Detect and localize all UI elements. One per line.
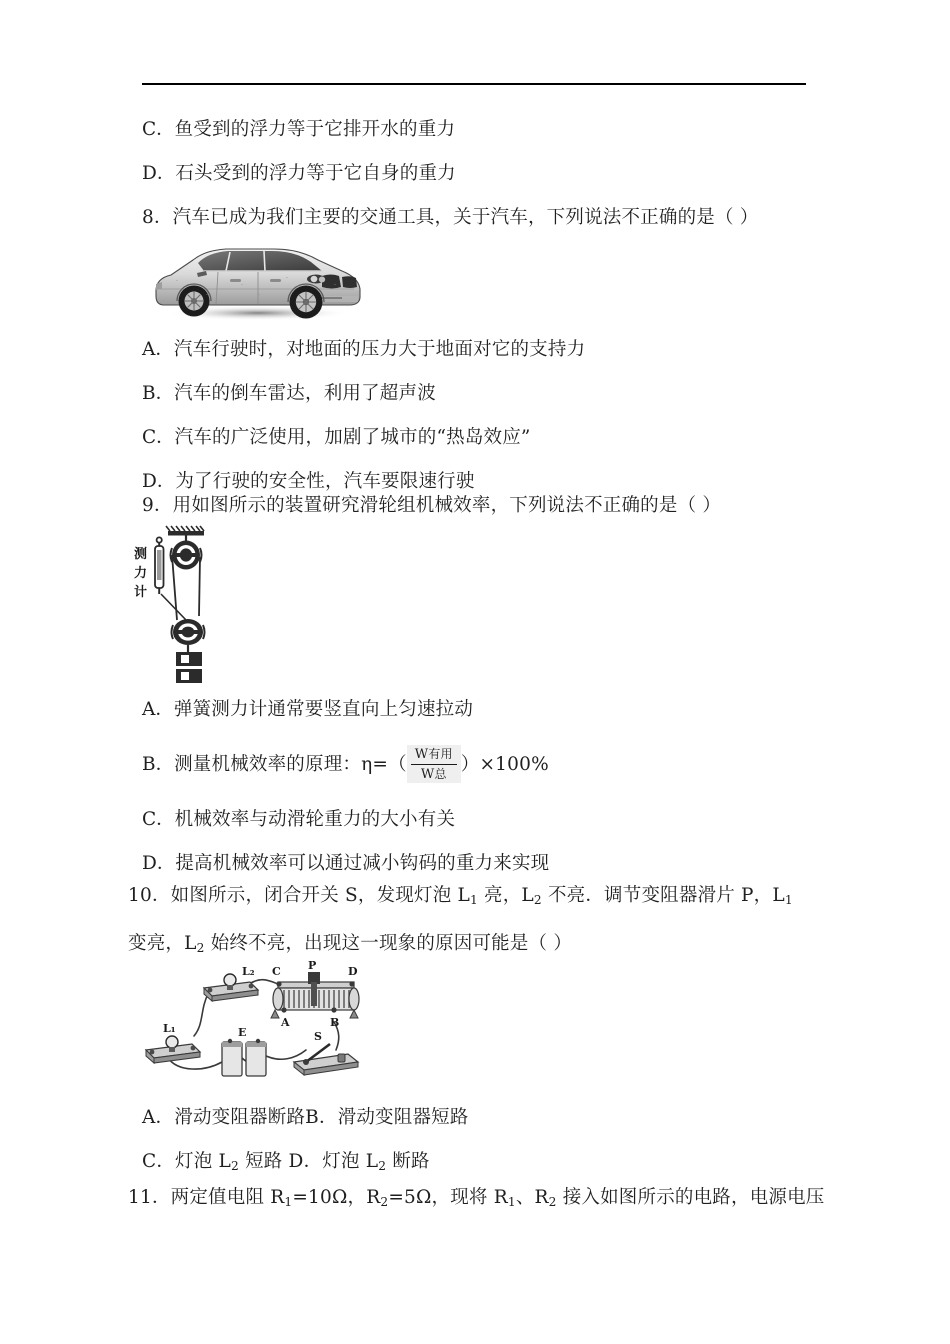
question-7-options: [142, 108, 822, 196]
option-label: C．: [142, 809, 175, 830]
question-10-stem: [128, 874, 828, 970]
numerator-subscript: 有用: [428, 746, 453, 761]
question-text-e: 始终不亮，出现这一现象的原因可能是（ ）: [204, 933, 573, 955]
question-text: 汽车已成为我们主要的交通工具，关于汽车，下列说法不正确的是（ ）: [172, 207, 759, 228]
option-b-q9: [142, 732, 822, 798]
option-text-ab: A．滑动变阻器断路B．滑动变阻器短路: [142, 1107, 469, 1128]
circuit-label-c: C: [272, 965, 281, 978]
question-text-a: 如图所示，闭合开关 S，发现灯泡 L: [170, 885, 470, 906]
pulley-label-char-1: 测: [134, 547, 148, 562]
option-label: C．: [142, 119, 175, 140]
option-label: B．: [142, 383, 175, 404]
circuit-photo-svg: [138, 958, 374, 1086]
option-text-before: 测量机械效率的原理：η=（: [174, 754, 407, 775]
fraction-denominator: [411, 765, 457, 783]
option-text: 提高机械效率可以通过减小钩码的重力来实现: [175, 853, 550, 874]
option-b-q8: [142, 372, 822, 416]
car-photo: [146, 234, 370, 324]
subscript-r3: 1: [507, 1195, 516, 1210]
circuit-label-l2: L₂: [242, 965, 255, 978]
option-text: 石头受到的浮力等于它自身的重力: [175, 163, 456, 184]
question-text-e: 接入如图所示的电路，电源电压: [556, 1187, 825, 1208]
pulley-diagram: [120, 524, 240, 686]
efficiency-fraction: [407, 745, 461, 784]
option-text-cd: 短路 D．灯泡 L: [239, 1151, 379, 1172]
question-number: 10．: [128, 885, 171, 906]
fraction-numerator: [411, 746, 457, 765]
subscript-6: 2: [378, 1159, 387, 1174]
option-label: A．: [142, 339, 174, 360]
circuit-label-b: B: [330, 1016, 340, 1029]
option-text: 弹簧测力计通常要竖直向上匀速拉动: [173, 699, 474, 720]
question-text-b: =10Ω，R: [292, 1187, 381, 1208]
option-text: 汽车的倒车雷达，利用了超声波: [174, 383, 436, 404]
option-label: D．: [142, 471, 176, 492]
subscript-5: 2: [231, 1159, 239, 1174]
question-number: 9．: [142, 495, 173, 516]
option-label: B．: [142, 754, 175, 775]
pulley-label-char-2: 力: [134, 566, 148, 581]
option-text-after: ）×100%: [460, 754, 549, 775]
header-rule: [142, 83, 806, 85]
numerator-symbol: W: [414, 746, 429, 762]
question-text-b: 亮，L: [477, 885, 534, 906]
option-label: C．: [142, 427, 175, 448]
subscript-r1: 1: [284, 1195, 293, 1210]
question-text-d: 、R: [515, 1187, 549, 1208]
option-text: 汽车行驶时，对地面的压力大于地面对它的支持力: [173, 339, 586, 360]
option-label: D．: [142, 853, 176, 874]
subscript-1: 1: [469, 893, 478, 908]
option-label: A．: [142, 699, 174, 720]
circuit-label-p: P: [308, 959, 317, 972]
option-text-c: C．灯泡 L: [142, 1151, 232, 1172]
subscript-2: 2: [533, 893, 542, 908]
option-d-q7: [142, 152, 822, 196]
option-a-q9: [142, 688, 822, 732]
denominator-subscript: 总: [434, 766, 447, 781]
subscript-3: 1: [784, 893, 793, 908]
circuit-label-a: A: [281, 1016, 290, 1029]
question-8-options: [142, 328, 822, 504]
question-10-options: [142, 1096, 822, 1188]
circuit-label-s: S: [314, 1030, 322, 1043]
question-number: 8．: [142, 207, 173, 228]
option-c-q7: [142, 108, 822, 152]
question-11-stem-line: [128, 1176, 838, 1224]
question-9-stem-line: [142, 484, 822, 528]
option-c-q8: [142, 416, 822, 460]
pulley-diagram-svg: [120, 524, 240, 686]
car-photo-svg: [146, 234, 370, 324]
option-a-q8: [142, 328, 822, 372]
option-text-d: 断路: [386, 1151, 430, 1172]
subscript-r4: 2: [548, 1195, 557, 1210]
question-text-c: 不亮．调节变阻器滑片 P，L: [541, 885, 785, 906]
circuit-label-d: D: [348, 965, 358, 978]
option-label: D．: [142, 163, 176, 184]
question-number: 11．: [128, 1187, 171, 1208]
option-c-q9: [142, 798, 822, 842]
question-9-stem: [142, 484, 822, 528]
option-text: 为了行驶的安全性，汽车要限速行驶: [175, 471, 475, 492]
question-text-d: 变亮，L: [128, 933, 197, 955]
option-text: 机械效率与动滑轮重力的大小有关: [174, 809, 456, 830]
subscript-r2: 2: [380, 1195, 389, 1210]
denominator-symbol: W: [420, 766, 435, 782]
option-text: 鱼受到的浮力等于它排开水的重力: [174, 119, 456, 140]
option-row-ab-q10: [142, 1096, 822, 1140]
circuit-label-e: E: [238, 1026, 247, 1039]
question-11-stem: [128, 1176, 838, 1224]
circuit-label-l1: L₁: [163, 1022, 176, 1035]
question-text: 用如图所示的装置研究滑轮组机械效率，下列说法不正确的是（ ）: [172, 495, 722, 516]
subscript-4: 2: [196, 941, 205, 956]
question-9-options: [142, 688, 822, 886]
option-text: 汽车的广泛使用，加剧了城市的“热岛效应”: [174, 427, 531, 448]
pulley-label-char-3: 计: [134, 585, 148, 600]
question-text-a: 两定值电阻 R: [170, 1187, 285, 1208]
question-text-c: =5Ω，现将 R: [388, 1187, 508, 1208]
question-10-stem-line-1: [128, 874, 828, 922]
circuit-photo: [138, 958, 374, 1086]
